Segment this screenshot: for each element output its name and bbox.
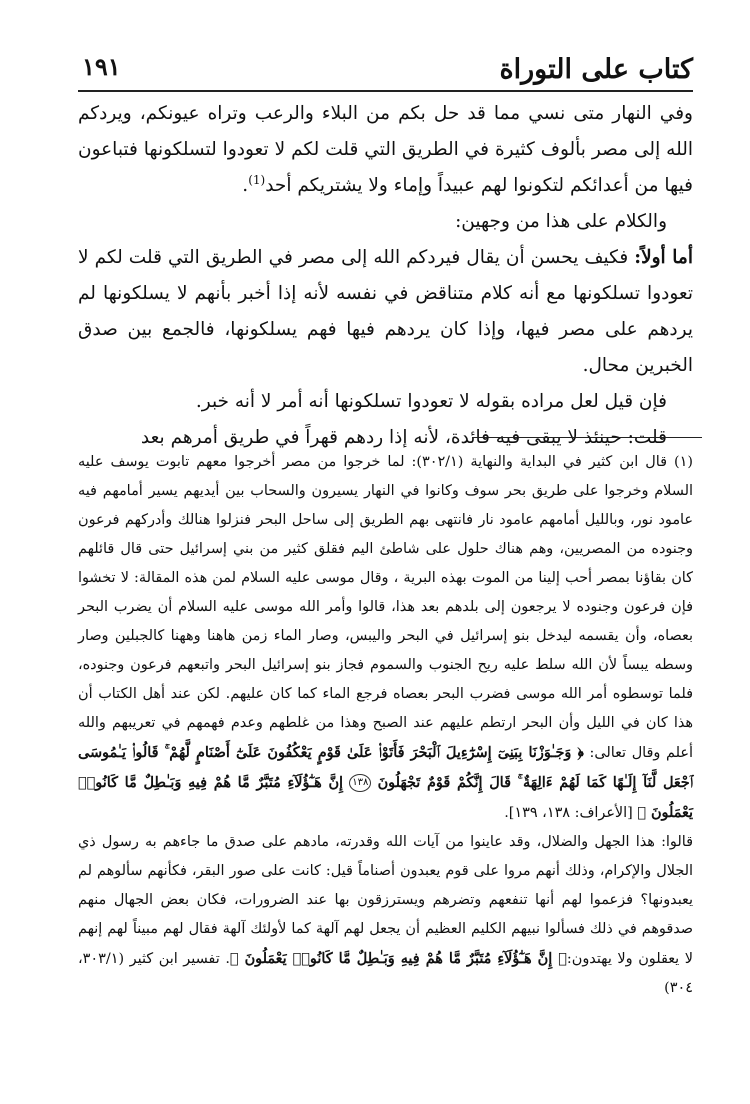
footnote-reference[interactable]: (1)	[248, 172, 266, 187]
citation: [الأعراف: ١٣٨، ١٣٩].	[504, 805, 638, 821]
footnote-1: (١) قال ابن كثير في البداية والنهاية (٣٠٢/١): لما خرجوا من مصر أخرجوا معهم تابوت يوسف عليه السلام وخرجوا على طريق بحر سوف وكانوا في النهار يسيرون والسحاب بين أيديهم يسير أمامهم فيه عامود نور، وبالليل أمامهم عامود نار فانتهى بهم الطريق إلى ساحل البحر فنزلوا هنالك وأدركهم فرعون وجنوده من المصريين، وهم هناك حلول على شاطئ اليم فقلق كثير من بني إسرائيل حتى قال قائلهم كان بقاؤنا بمصر أحب إلينا من الموت بهذه البرية ، وقال موسى عليه السلام لمن هذه المقالة: لا تخشوا فإن فرعون وجنوده لا يرجعون إلى بلدهم بعد هذا، قالوا وأمر الله موسى عليه السلام أن يضرب البحر بعصاه، وأن يقسمه ليدخل بنو إسرائيل في البحر واليبس، وصار الماء زمن هاهنا وههنا كالجبلين وصار وسطه يبساً لأن الله سلط عليه ريح الجنوب والسموم فجاز بنو إسرائيل البحر واتبعهم فرعون وجنوده، فلما توسطوه أمر الله موسى فضرب البحر بعصاه فرجع الماء كما كان عليهم. لكن عند أهل الكتاب أن هذا كان في الليل وأن البحر ارتطم عليهم عند الصبح وهذا من غلطهم وعدم فهمهم في تعريبهم والله أعلم وقال تعالى: ﴿ وَجَـٰوَزْنَا بِبَنِىٓ إِسْرَٰٓءِيلَ ٱلْبَحْرَ فَأَتَوْا۟ عَلَىٰ قَوْمٍ يَعْكُفُونَ عَلَىٰٓ أَصْنَامٍ لَّهُمْ ۚ قَالُوا۟ يَـٰمُوسَى ٱجْعَل لَّنَآ إِلَـٰهًا كَمَا لَهُمْ ءَالِهَةٌ ۚ قَالَ إِنَّكُمْ قَوْمٌ تَجْهَلُونَ ١٣٨ إِنَّ هَـٰٓؤُلَآءِ مُتَبَّرٌ مَّا هُمْ فِيهِ وَبَـٰطِلٌ مَّا كَانُوا۟ يَعْمَلُونَ ﴾ [الأعراف: ١٣٨، ١٣٩].	[78, 454, 694, 821]
paragraph-4: فإن قيل لعل مراده بقوله لا تعودوا تسلكونها أنه أمر لا أنه خبر.	[195, 391, 667, 412]
page-title: كتاب على التوراة	[499, 54, 693, 85]
quran-quote: إِنَّ هَـٰٓؤُلَآءِ مُتَبَّرٌ مَّا هُمْ فِيهِ وَبَـٰطِلٌ مَّا كَانُوا۟ يَعْمَلُونَ ﴾	[78, 774, 693, 821]
page-header	[78, 50, 693, 92]
quran-quote: ﴿ وَجَـٰوَزْنَا بِبَنِىٓ إِسْرَٰٓءِيلَ ٱلْبَحْرَ فَأَتَوْا۟ عَلَىٰ قَوْمٍ يَعْكُفُونَ عَلَىٰٓ أَصْنَامٍ لَّهُمْ ۚ قَالُوا۟ يَـٰمُوسَى ٱجْعَل لَّنَآ إِلَـٰهًا كَمَا لَهُمْ ءَالِهَةٌ ۚ قَالَ إِنَّكُمْ قَوْمٌ تَجْهَلُونَ	[78, 744, 694, 791]
main-text	[78, 96, 693, 456]
paragraph-3: أما أولاً: فكيف يحسن أن يقال فيردكم الله إلى مصر في الطريق التي قلت لكم لا تعودوا تسلكونها مع أنه كلام متناقض في نفسه لأنه إذا أخبر بأنهم لا يسلكونها لم يردهم على مصر فيها، وإذا كان يردهم فيها فهم يسلكونها، فالجمع بين صدق الخبرين محال.	[78, 247, 693, 376]
footnote-divider	[472, 437, 702, 438]
paragraph-1: وفي النهار متى نسي مما قد حل بكم من البلاء والرعب وتراه عيونكم، ويردكم الله إلى مصر بألوف كثيرة في الطريق التي قلت لكم لا تعودوا لتسلكونها فتباعون فيها من أعدائكم لتكونوا لهم عبيداً وإماء ولا يشتريكم أحد$^{(1)}$.	[78, 103, 693, 196]
paragraph-2: والكلام على هذا من وجهين:	[455, 211, 667, 232]
page-number: ١٩١	[82, 52, 121, 81]
citation: . تفسير ابن كثير (٣٠٣/١، ٣٠٤)	[78, 951, 693, 996]
paragraph-5: قلت: حينئذ لا يبقى فيه فائدة، لأنه إذا ردهم قهراً في طريق أمرهم بعد	[140, 427, 667, 448]
paragraph-3-lead: أما أولاً:	[634, 247, 693, 268]
footnote-1-continued: قالوا: هذا الجهل والضلال، وقد عاينوا من آيات الله وقدرته، مادهم على صدق ما جاءهم به رسول ذي الجلال والإكرام، وذلك أنهم مروا على قوم يعبدون أصناماً قيل: كانت على صور البقر، فكأنهم سألوهم لم يعبدونها؟ فزعموا لهم أنها تنفعهم وتضرهم ويسترزقون بها عند الضرورات، فكان بعض الجهال منهم صدقوهم في ذلك فسألوا نبيهم الكليم العظيم أن يجعل لهم آلهة كما لأولئك آلهة فقال لهم مبيناً لهم إنهم لا يعقلون ولا يهتدون:﴿ إِنَّ هَـٰٓؤُلَآءِ مُتَبَّرٌ مَّا هُمْ فِيهِ وَبَـٰطِلٌ مَّا كَانُوا۟ يَعْمَلُونَ ﴾. تفسير ابن كثير (٣٠٣/١، ٣٠٤)	[78, 834, 694, 996]
footnotes	[78, 448, 693, 1003]
ayah-number-marker: ١٣٨	[349, 774, 371, 792]
quran-quote: ﴿ إِنَّ هَـٰٓؤُلَآءِ مُتَبَّرٌ مَّا هُمْ فِيهِ وَبَـٰطِلٌ مَّا كَانُوا۟ يَعْمَلُونَ ﴾	[229, 950, 567, 967]
